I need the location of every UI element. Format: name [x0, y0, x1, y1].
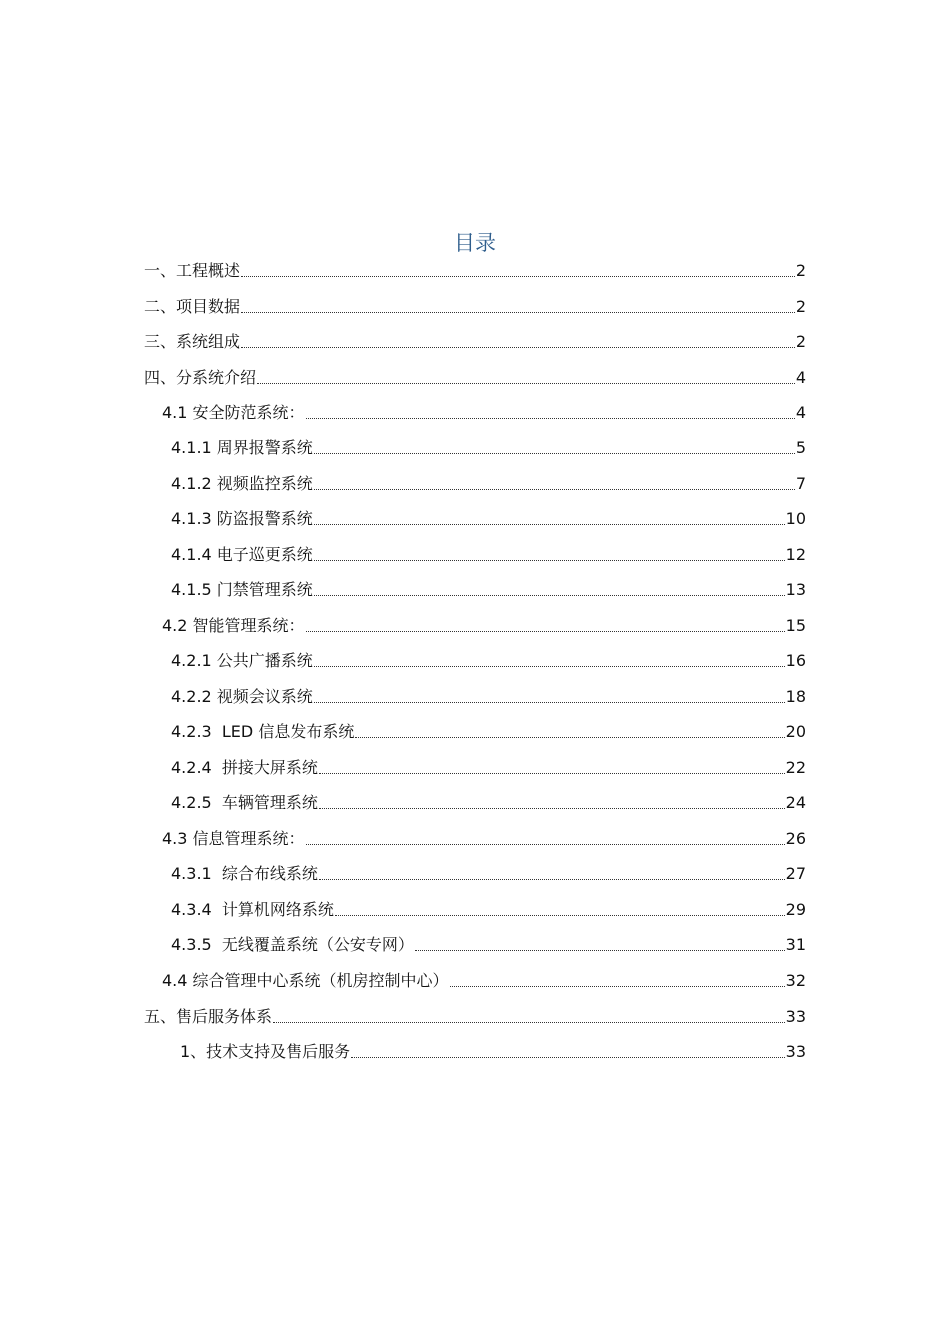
- toc-entry-page: 12: [785, 545, 806, 564]
- toc-entry-page: 7: [795, 474, 806, 493]
- toc-entry-label: 4.2.1 公共广播系统: [171, 651, 313, 670]
- toc-dot-leader: [314, 489, 795, 490]
- toc-entry[interactable]: [171, 575, 806, 601]
- toc-dot-leader: [314, 666, 785, 667]
- toc-entry-page: 2: [795, 297, 806, 316]
- toc-entry-page: 22: [785, 758, 806, 777]
- toc-dot-leader: [355, 737, 784, 738]
- toc-entry-label: 4.3.5 无线覆盖系统（公安专网）: [171, 935, 414, 954]
- toc-entry[interactable]: [171, 646, 806, 672]
- toc-entry-page: 18: [785, 687, 806, 706]
- toc-entry[interactable]: [171, 717, 806, 743]
- toc-entry-label: 一、工程概述: [144, 261, 241, 280]
- toc-dot-leader: [241, 312, 795, 313]
- toc-dot-leader: [314, 453, 795, 454]
- toc-entry-page: 33: [785, 1042, 806, 1061]
- toc-entry-label: 4.3.1 综合布线系统: [171, 864, 318, 883]
- toc-entry-page: 2: [795, 332, 806, 351]
- toc-dot-leader: [306, 631, 785, 632]
- toc-entry-page: 16: [785, 651, 806, 670]
- toc-entry-label: 三、系统组成: [144, 332, 241, 351]
- toc-entry[interactable]: [144, 292, 806, 318]
- toc-dot-leader: [241, 347, 795, 348]
- toc-entry[interactable]: [144, 256, 806, 282]
- toc-dot-leader: [314, 560, 785, 561]
- toc-entry-label: 五、售后服务体系: [144, 1007, 273, 1026]
- toc-entry-label: 4.2.2 视频会议系统: [171, 687, 313, 706]
- toc-entry[interactable]: [162, 398, 806, 424]
- toc-entry-label: 4.1.2 视频监控系统: [171, 474, 313, 493]
- toc-dot-leader: [306, 844, 785, 845]
- toc-entry-page: 29: [785, 900, 806, 919]
- toc-entry-label: 4.2.3 LED 信息发布系统: [171, 722, 355, 741]
- toc-entry[interactable]: [171, 788, 806, 814]
- toc-dot-leader: [314, 702, 785, 703]
- toc-entry-page: 24: [785, 793, 806, 812]
- toc-dot-leader: [314, 595, 785, 596]
- toc-entry-label: 4.3.4 计算机网络系统: [171, 900, 334, 919]
- toc-dot-leader: [319, 879, 785, 880]
- toc-entry-page: 4: [795, 368, 806, 387]
- toc-entry-label: 4.1.3 防盗报警系统: [171, 509, 313, 528]
- toc-entry-label: 4.4 综合管理中心系统（机房控制中心）: [162, 971, 449, 990]
- toc-entry-page: 15: [785, 616, 806, 635]
- toc-entry-label: 4.1.1 周界报警系统: [171, 438, 313, 457]
- toc-entry[interactable]: [171, 895, 806, 921]
- toc-entry-page: 20: [785, 722, 806, 741]
- toc-entry-label: 4.1 安全防范系统：: [162, 403, 305, 422]
- toc-dot-leader: [415, 950, 785, 951]
- toc-entry-page: 13: [785, 580, 806, 599]
- toc-entry-label: 4.3 信息管理系统：: [162, 829, 305, 848]
- toc-entry[interactable]: [162, 966, 806, 992]
- toc-entry[interactable]: [171, 682, 806, 708]
- toc-dot-leader: [319, 808, 785, 809]
- toc-dot-leader: [257, 383, 795, 384]
- toc-entry-page: 5: [795, 438, 806, 457]
- toc-entry[interactable]: [162, 611, 806, 637]
- toc-entry[interactable]: [144, 1002, 806, 1028]
- toc-entry[interactable]: [171, 504, 806, 530]
- toc-dot-leader: [351, 1057, 784, 1058]
- toc-entry-page: 26: [785, 829, 806, 848]
- toc-entry[interactable]: [144, 363, 806, 389]
- toc-entry-label: 二、项目数据: [144, 297, 241, 316]
- toc-entry[interactable]: [171, 859, 806, 885]
- toc-entry[interactable]: [171, 753, 806, 779]
- toc-entry-label: 4.2 智能管理系统：: [162, 616, 305, 635]
- toc-title: 目录: [454, 231, 496, 255]
- toc-entry[interactable]: [180, 1037, 806, 1063]
- toc-entry[interactable]: [171, 540, 806, 566]
- toc-dot-leader: [450, 986, 785, 987]
- toc-dot-leader: [241, 276, 795, 277]
- toc-entry-page: 27: [785, 864, 806, 883]
- toc-entry-page: 33: [785, 1007, 806, 1026]
- toc-entry-label: 4.2.5 车辆管理系统: [171, 793, 318, 812]
- toc-entry-label: 四、分系统介绍: [144, 368, 257, 387]
- toc-entry-label: 4.1.5 门禁管理系统: [171, 580, 313, 599]
- toc-dot-leader: [273, 1022, 785, 1023]
- toc-entry-label: 1、技术支持及售后服务: [180, 1042, 351, 1061]
- toc-entry[interactable]: [171, 469, 806, 495]
- toc-entry[interactable]: [171, 433, 806, 459]
- toc-entry-page: 31: [785, 935, 806, 954]
- toc-dot-leader: [335, 915, 785, 916]
- toc-dot-leader: [306, 418, 795, 419]
- toc-entry[interactable]: [162, 824, 806, 850]
- toc-entry-page: 32: [785, 971, 806, 990]
- toc-entry-page: 2: [795, 261, 806, 280]
- toc-dot-leader: [314, 524, 785, 525]
- toc-entry-label: 4.2.4 拼接大屏系统: [171, 758, 318, 777]
- toc-entry-label: 4.1.4 电子巡更系统: [171, 545, 313, 564]
- toc-entry-page: 4: [795, 403, 806, 422]
- toc-entry-page: 10: [785, 509, 806, 528]
- toc-entry[interactable]: [144, 327, 806, 353]
- toc-dot-leader: [319, 773, 785, 774]
- toc-entry[interactable]: [171, 930, 806, 956]
